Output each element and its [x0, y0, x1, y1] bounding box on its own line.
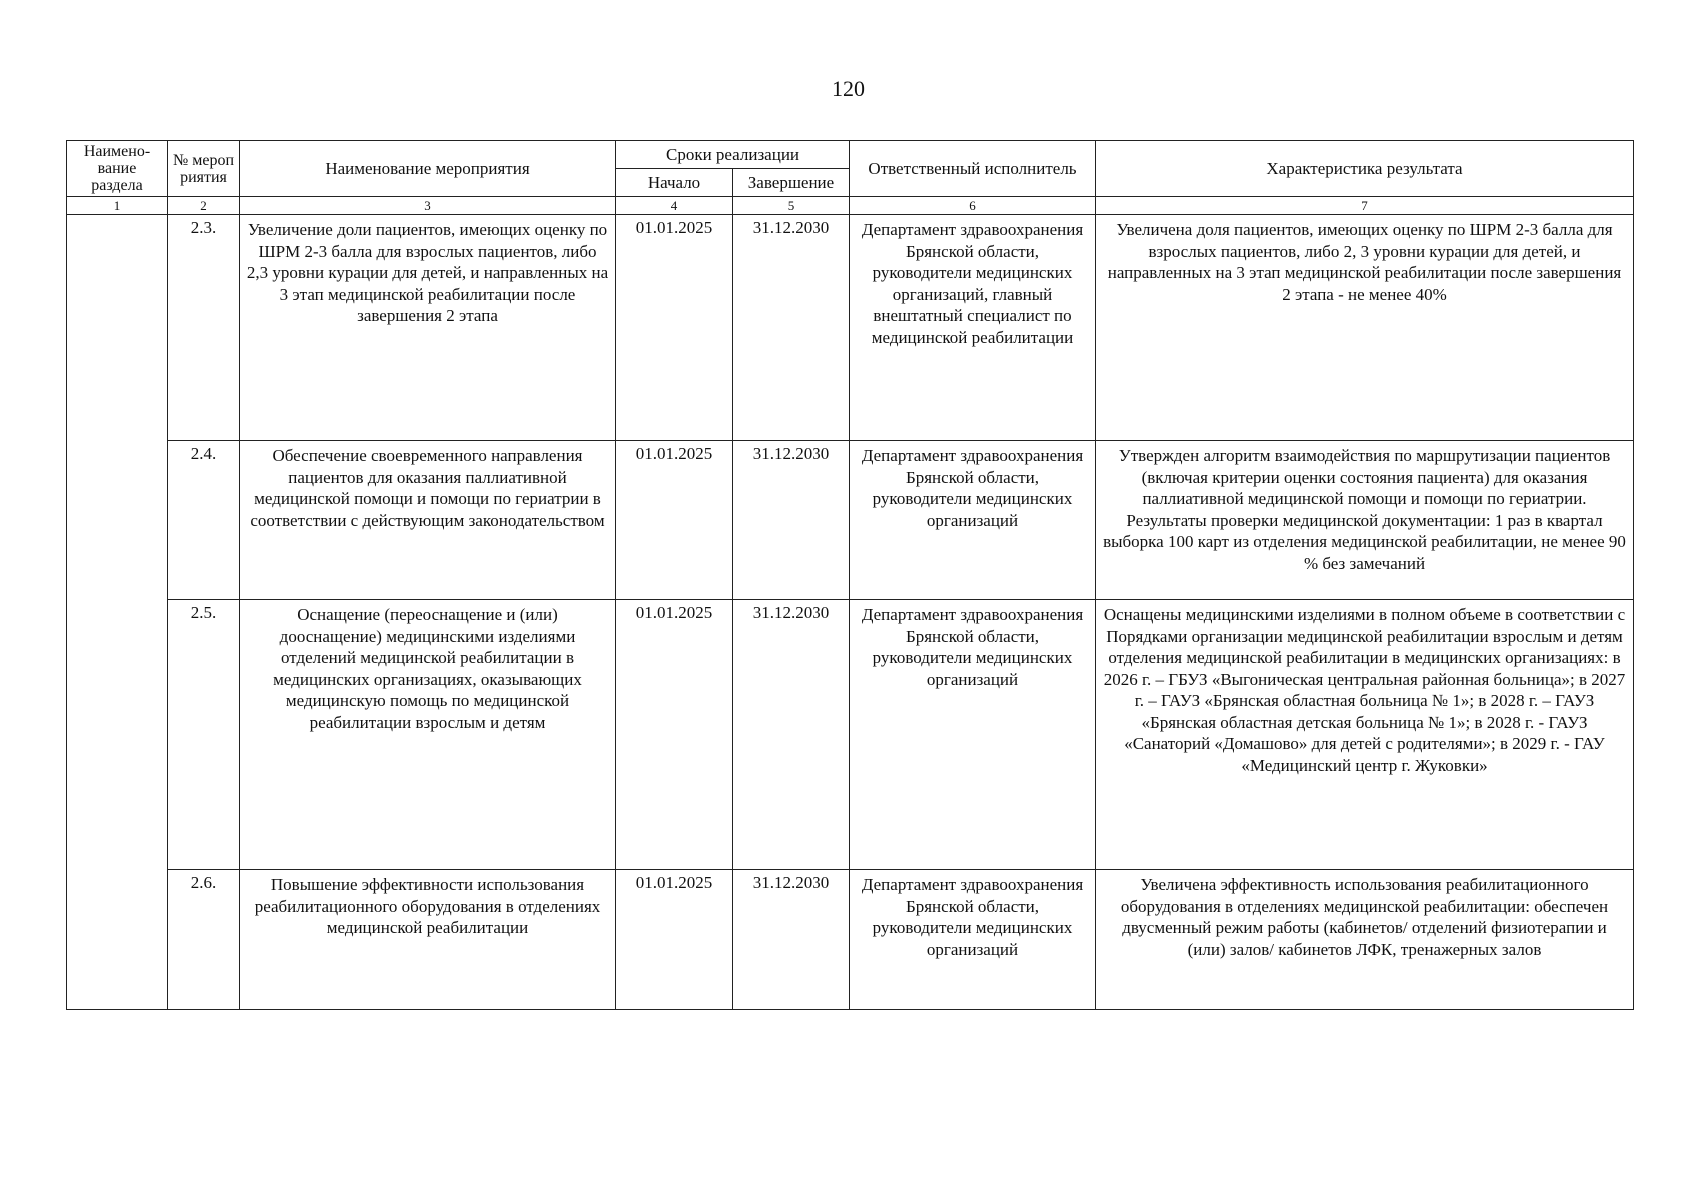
header-row — [67, 141, 1634, 169]
activity-name: Увеличение доли пациентов, имеющих оценку по ШРМ 2-3 балла для взрослых пациентов, либо 2,3 уровни курации для детей, и направленных на 3 этап медицинской реабилитации после завершения 2 этапа — [240, 215, 616, 441]
start-date: 01.01.2025 — [616, 441, 733, 600]
header-item-number: № мероп риятия — [168, 141, 240, 197]
item-number: 2.6. — [168, 870, 240, 1010]
activity-name: Повышение эффективности использования реабилитационного оборудования в отделениях медицинской реабилитации — [240, 870, 616, 1010]
table-row — [67, 215, 1634, 441]
table-row — [67, 870, 1634, 1010]
end-date: 31.12.2030 — [733, 441, 850, 600]
header-timeline: Сроки реализации — [616, 141, 850, 169]
result-description: Утвержден алгоритм взаимодействия по маршрутизации пациентов (включая критерии оценки состояния пациента) для оказания паллиативной медицинской помощи и помощи по гериатрии. Результаты проверки медицинской документации: 1 раз в квартал выборка 100 карт из отделения медицинской реабилитации, не менее 90 % без замечаний — [1096, 441, 1634, 600]
activities-table — [66, 140, 1634, 1010]
activity-name: Оснащение (переоснащение и (или) дооснащение) медицинскими изделиями отделений медицинской реабилитации в медицинских организациях, оказывающих медицинскую помощь по медицинской реабилитации взрослым и детям — [240, 600, 616, 870]
activity-name: Обеспечение своевременного направления пациентов для оказания паллиативной медицинской помощи и помощи по гериатрии в соответствии с действующим законодательством — [240, 441, 616, 600]
header-end: Завершение — [733, 169, 850, 197]
end-date: 31.12.2030 — [733, 215, 850, 441]
result-description: Увеличена эффективность использования реабилитационного оборудования в отделениях медицинской реабилитации: обеспечен двусменный режим работы (кабинетов/ отделений физиотерапии и (или) залов/ кабинетов ЛФК, тренажерных залов — [1096, 870, 1634, 1010]
item-number: 2.4. — [168, 441, 240, 600]
responsible-executor: Департамент здравоохранения Брянской области, руководители медицинских организаций — [850, 870, 1096, 1010]
end-date: 31.12.2030 — [733, 600, 850, 870]
start-date: 01.01.2025 — [616, 870, 733, 1010]
item-number: 2.5. — [168, 600, 240, 870]
column-number: 4 — [616, 197, 733, 215]
page-number: 120 — [832, 76, 865, 101]
header-activity-name: Наименование мероприятия — [240, 141, 616, 197]
section-name-cell — [67, 215, 168, 1010]
column-number: 3 — [240, 197, 616, 215]
item-number: 2.3. — [168, 215, 240, 441]
header-result: Характеристика результата — [1096, 141, 1634, 197]
start-date: 01.01.2025 — [616, 600, 733, 870]
responsible-executor: Департамент здравоохранения Брянской области, руководители медицинских организаций — [850, 441, 1096, 600]
responsible-executor: Департамент здравоохранения Брянской области, руководители медицинских организаций — [850, 600, 1096, 870]
responsible-executor: Департамент здравоохранения Брянской области, руководители медицинских организаций, главный внештатный специалист по медицинской реабилитации — [850, 215, 1096, 441]
column-number: 1 — [67, 197, 168, 215]
column-number: 7 — [1096, 197, 1634, 215]
column-number: 2 — [168, 197, 240, 215]
result-description: Увеличена доля пациентов, имеющих оценку по ШРМ 2-3 балла для взрослых пациентов, либо 2, 3 уровни курации для детей, и направленных на 3 этап медицинской реабилитации после завершения 2 этапа - не менее 40% — [1096, 215, 1634, 441]
column-number: 6 — [850, 197, 1096, 215]
table-row — [67, 600, 1634, 870]
end-date: 31.12.2030 — [733, 870, 850, 1010]
start-date: 01.01.2025 — [616, 215, 733, 441]
result-description: Оснащены медицинскими изделиями в полном объеме в соответствии с Порядками организации медицинской реабилитации взрослым и детям отделения медицинской реабилитации в медицинских организациях: в 2026 г. – ГБУЗ «Выгоничеcкая центральная районная больница»; в 2027 г. – ГАУЗ «Брянская областная больница № 1»; в 2028 г. – ГАУЗ «Брянская областная детская больница № 1»; в 2028 г. - ГАУЗ «Санаторий «Домашово» для детей с родителями»; в 2029 г. - ГАУ «Медицинский центр г. Жуковки» — [1096, 600, 1634, 870]
table-row — [67, 441, 1634, 600]
header-responsible: Ответственный исполнитель — [850, 141, 1096, 197]
header-section-name: Наимено-вание раздела — [67, 141, 168, 197]
column-number: 5 — [733, 197, 850, 215]
header-start: Начало — [616, 169, 733, 197]
column-numbers-row — [67, 197, 1634, 215]
